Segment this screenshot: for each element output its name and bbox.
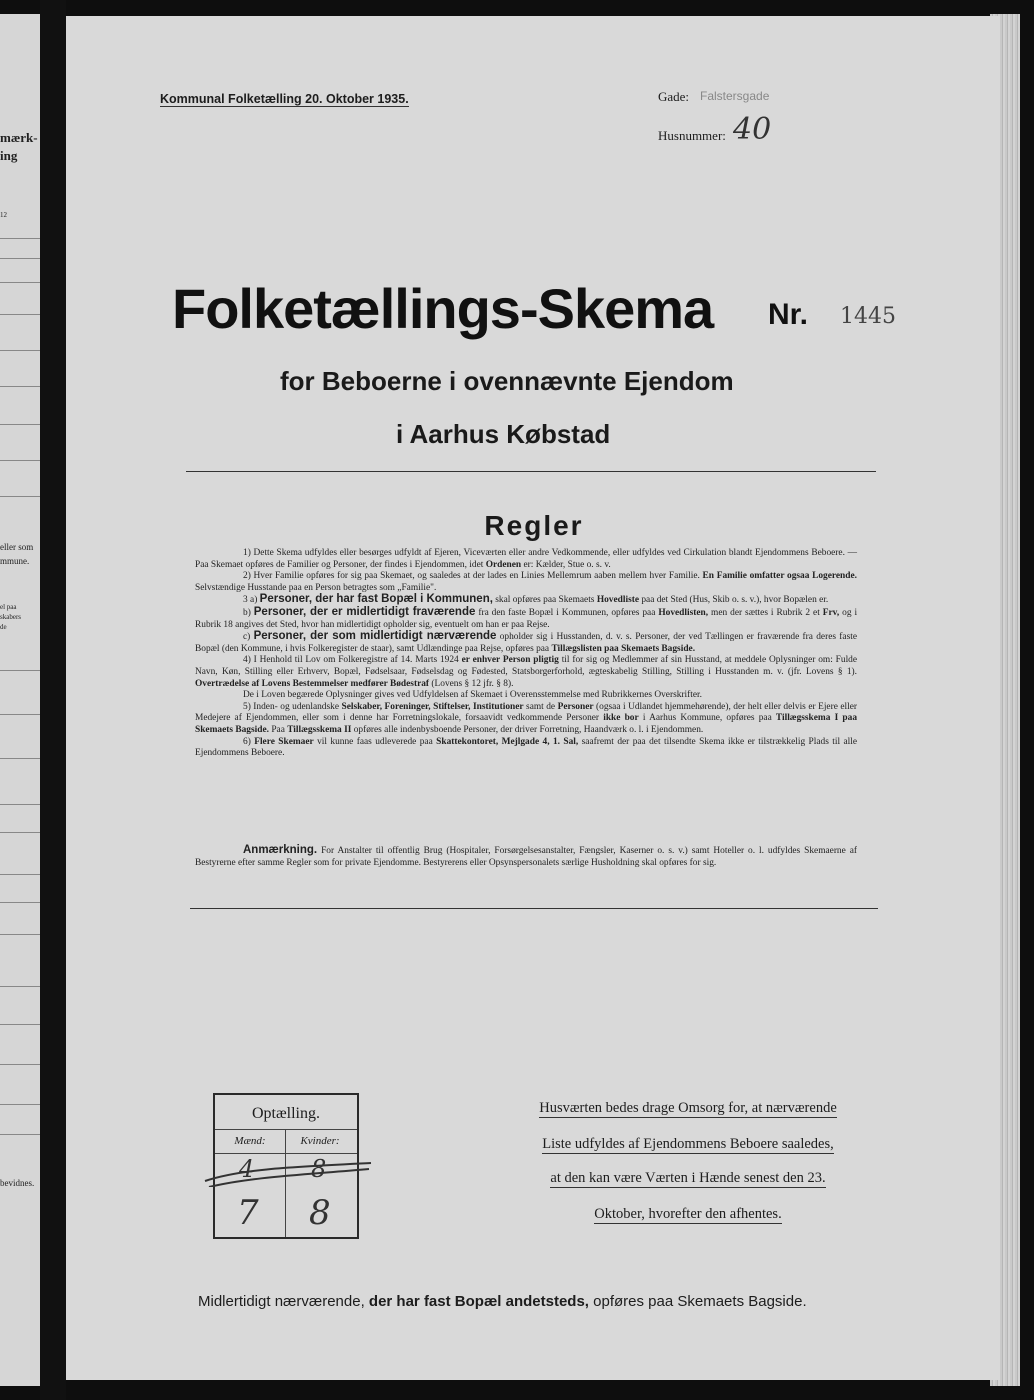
rule-3c: c) Personer, der som midlertidigt nærværende opholder sig i Husstanden, d. v. s. Personer, der ved Tællingen er fraværende fra deres faste Bopæl (den Kommune, i hvis Folkeregister de staar), samt Udlændinge paa Rejse, opføres paa Tillægslisten paa Skemaets Bagside.	[195, 630, 858, 654]
rule-3a: 3 a) Personer, der har fast Bopæl i Kommunen, skal opføres paa Skemaets Hovedliste paa det Sted (Hus, Skib o. s. v.), hvor Bopælen er.	[243, 593, 829, 606]
form-title: Folketællings-Skema	[172, 277, 714, 340]
street-label: Gade:	[658, 89, 690, 104]
rule-5: 5) Inden- og udenlandske Selskaber, Foreninger, Stiftelser, Institutioner samt de Personer (ogsaa i Udlandet hjemmehørende), der helt eller delvis er Ejere eller Medejere af Ejendommen, eller som i denne har Forretningslokale, forsaavidt vedkommende Personer ikke bor i Aarhus Kommune, opføres paa Tillægsskema I paa Skemaets Bagside. Paa Tillægsskema II opføres alle indenbysboende Personer, der driver Forretning, Haandværk o. l. i Ejendommen.	[195, 701, 858, 735]
notice-line-1: Husværten bedes drage Omsorg for, at nærværende	[539, 1100, 837, 1116]
notice-line-4: Oktober, hvorefter den afhentes.	[594, 1206, 782, 1222]
divider	[190, 908, 878, 909]
men-header: Mænd:	[234, 1135, 266, 1147]
form-subtitle: for Beboerne i ovennævnte Ejendom	[280, 366, 734, 396]
left-page-fragment	[0, 14, 41, 1386]
footer-note: Midlertidigt nærværende, der har fast Bopæl andetsteds, opføres paa Skemaets Bagside.	[198, 1293, 807, 1310]
rule-4-note: De i Loven begærede Oplysninger gives ved Udfyldelsen af Skemaet i Overensstemmelse med Rubrikkernes Overskrifter.	[243, 690, 702, 701]
form-number-value: 1445	[840, 304, 896, 329]
women-count-crossed: 8	[311, 1155, 327, 1183]
men-count-crossed: 4	[239, 1155, 255, 1183]
strike-through-marks	[201, 1157, 377, 1187]
margin-text: skabers	[0, 613, 21, 621]
tally-box	[213, 1093, 359, 1239]
rule-6: 6) Flere Skemaer vil kunne faas udleverede paa Skattekontoret, Mejlgade 4, 1. Sal, saafremt der paa det tilsendte Skema ikke er tilstrækkelig Plads til alle Ejendommens Beboere.	[195, 736, 858, 759]
margin-text: el paa	[0, 603, 17, 611]
margin-text: mærk-	[0, 130, 38, 145]
divider	[186, 471, 876, 472]
rule-4: 4) I Henhold til Lov om Folkeregistre af 14. Marts 1924 er enhver Person pligtig til for sig og Medlemmer af sin Husstand, at meddele Oplysninger om: Fulde Navn, Køn, Stilling eller Erhverv, Bopæl, Fødselsaar, Fødselsdag og Fødested, Statsborgerforhold, ægteskabelig Stilling, Stilling i Husstanden m. v. (jfr. Lovens § 1). Overtrædelse af Lovens Bestemmelser medfører Bødestraf (Lovens § 12 jfr. § 8).	[195, 655, 858, 689]
women-header: Kvinder:	[300, 1135, 340, 1147]
men-count: 7	[237, 1193, 259, 1233]
annotation-text: For Anstalter til offentlig Brug (Hospitaler, Forsørgelsesanstalter, Fængsler, Kaserner o. s. v.) samt Hoteller o. l. udfyldes Skemaerne af Bestyrerne efter samme Regler som for private Ejendomme. Bestyrerens eller Opsynspersonalets særlige Husholdning skal opføres for sig.	[195, 846, 858, 868]
margin-text: ing	[0, 148, 18, 163]
women-count: 8	[309, 1193, 331, 1233]
form-number-label: Nr.	[768, 298, 809, 331]
margin-text: eller som	[0, 542, 34, 552]
notice-line-3: at den kan være Værten i Hænde senest den 23.	[550, 1170, 826, 1186]
book-gutter	[40, 0, 66, 1400]
margin-text: 12	[0, 211, 7, 219]
annotation-label: Anmærkning.	[243, 844, 318, 856]
census-header: Kommunal Folketælling 20. Oktober 1935.	[160, 92, 409, 106]
rules-body	[195, 548, 857, 760]
house-number-value: 40	[733, 112, 772, 147]
notice-line-2: Liste udfyldes af Ejendommens Beboere saaledes,	[542, 1136, 834, 1152]
margin-text: de	[0, 623, 7, 631]
house-number-label: Husnummer:	[658, 128, 726, 143]
margin-text: bevidnes.	[0, 1178, 35, 1188]
tally-title: Optælling.	[251, 1105, 320, 1122]
rules-heading: Regler	[484, 510, 584, 541]
street-value: Falstersgade	[700, 89, 770, 103]
rule-3b: b) Personer, der er midlertidigt fraværende fra den faste Bopæl i Kommunen, opføres paa Hovedlisten, men der sættes i Rubrik 2 et Frv, og i Rubrik 18 angives det Sted, hvor han midlertidigt opholder sig, eventuelt om han er paa Rejse.	[195, 605, 858, 630]
annotation-block	[195, 845, 857, 869]
margin-text: mmune.	[0, 556, 30, 566]
rule-1: 1) Dette Skema udfyldes eller besørges udfyldt af Ejeren, Viceværten eller andre Vedkommende, eller udfyldes ved Cirkulation blandt Ejendommens Beboere. — Paa Skemaet opføres de Familier og Personer, der findes i Ejendommen, idet Ordenen er: Kælder, Stue o. s. v.	[195, 548, 857, 570]
rule-2: 2) Hver Familie opføres for sig paa Skemaet, og saaledes at der lades en Linies Mellemrum aaben mellem hver Familie. En Familie omfatter ogsaa Logerende. Selvstændige Husstande paa en Person betragtes som „Familie".	[195, 571, 857, 593]
form-location: i Aarhus Købstad	[396, 419, 611, 449]
